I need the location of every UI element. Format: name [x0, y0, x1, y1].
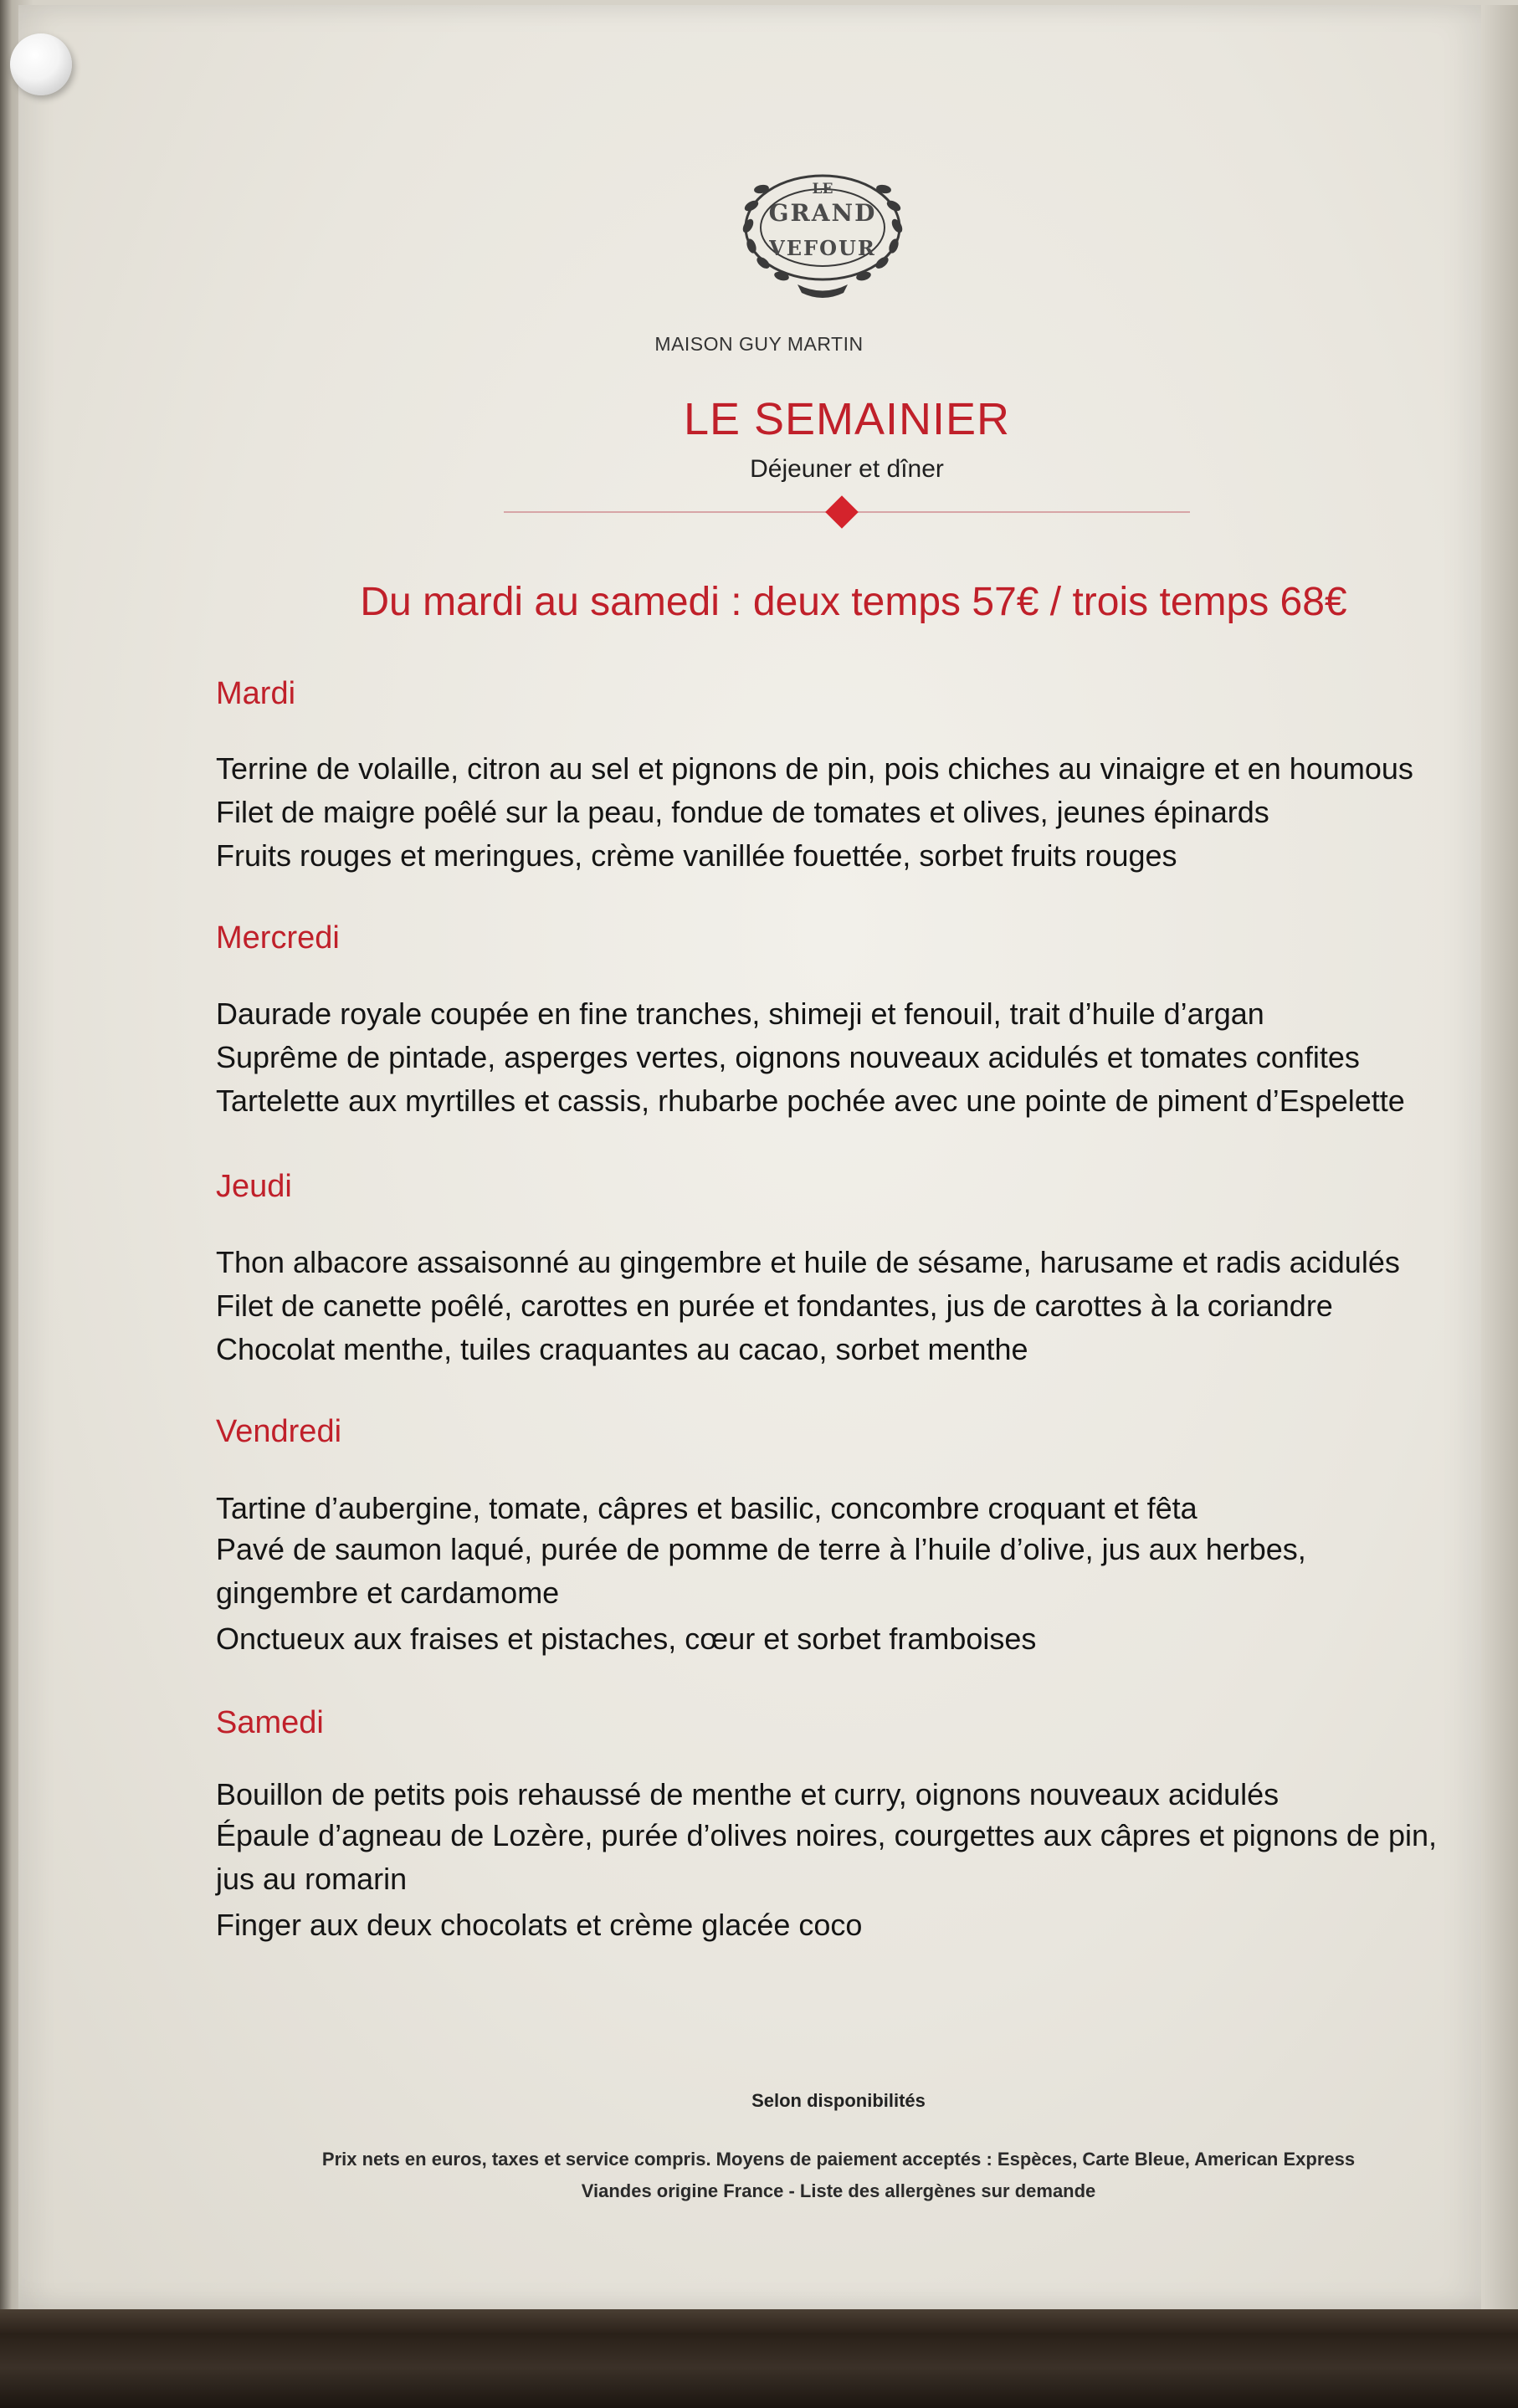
price-offer: Du mardi au samedi : deux temps 57€ / trois temps 68€ [360, 580, 1347, 624]
availability-note: Selon disponibilités [751, 2090, 926, 2111]
dish-item: Finger aux deux chocolats et crème glacée coco [216, 1908, 863, 1942]
logo-le: LE [812, 181, 833, 197]
dish-item: Bouillon de petits pois rehaussé de menthe et curry, oignons nouveaux acidulés [216, 1777, 1280, 1811]
frame-bottom-rail [0, 2309, 1518, 2408]
dish-item: Suprême de pintade, asperges vertes, oignons nouveaux acidulés et tomates confites [216, 1040, 1360, 1074]
restaurant-logo [718, 159, 927, 310]
dish-item: Épaule d’agneau de Lozère, purée d’olives noires, courgettes aux câpres et pignons de pin, jus au romarin [216, 1818, 1437, 1896]
maison-label: MAISON GUY MARTIN [654, 333, 864, 355]
dish-item: Fruits rouges et meringues, crème vanillée fouettée, sorbet fruits rouges [216, 838, 1177, 873]
dish-item: Terrine de volaille, citron au sel et pignons de pin, pois chiches au vinaigre et en houmous [216, 751, 1413, 786]
menu-title: LE SEMAINIER [683, 394, 1011, 444]
dish-item: Daurade royale coupée en fine tranches, shimeji et fenouil, trait d’huile d’argan [216, 997, 1264, 1031]
dish-item: Pavé de saumon laqué, purée de pomme de terre à l’huile d’olive, jus aux herbes, gingembre et cardamome [216, 1532, 1306, 1610]
logo-vefour: VEFOUR [769, 236, 876, 260]
menu-subtitle: Déjeuner et dîner [750, 455, 944, 483]
dish-item: Tartelette aux myrtilles et cassis, rhubarbe pochée avec une pointe de piment d’Espelette [216, 1084, 1405, 1118]
dish-item: Chocolat menthe, tuiles craquantes au cacao, sorbet menthe [216, 1332, 1028, 1366]
pushpin-icon [10, 33, 72, 95]
day-heading-mercredi: Mercredi [216, 920, 340, 956]
logo-grand: GRAND [768, 199, 877, 227]
day-heading-mardi: Mardi [216, 676, 296, 711]
footer-payment: Prix nets en euros, taxes et service compris. Moyens de paiement acceptés : Espèces, Carte Bleue, American Express [321, 2149, 1356, 2170]
dish-item: Thon albacore assaisonné au gingembre et huile de sésame, harusame et radis acidulés [216, 1245, 1400, 1279]
dish-item: Onctueux aux fraises et pistaches, cœur et sorbet framboises [216, 1622, 1037, 1656]
dish-item: Filet de maigre poêlé sur la peau, fondue de tomates et olives, jeunes épinards [216, 795, 1269, 829]
dish-item: Tartine d’aubergine, tomate, câpres et basilic, concombre croquant et fêta [216, 1491, 1197, 1525]
day-heading-vendredi: Vendredi [216, 1414, 342, 1449]
day-heading-samedi: Samedi [216, 1705, 324, 1740]
day-heading-jeudi: Jeudi [216, 1169, 292, 1204]
dish-item: Filet de canette poêlé, carottes en purée et fondantes, jus de carottes à la coriandre [216, 1289, 1333, 1323]
footer-allergens: Viandes origine France - Liste des allergènes sur demande [581, 2180, 1096, 2201]
